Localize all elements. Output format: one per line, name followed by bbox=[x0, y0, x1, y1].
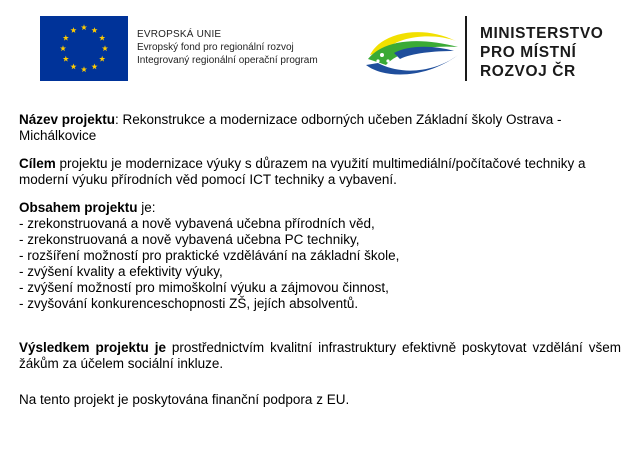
project-info bbox=[19, 112, 621, 420]
project-name-value: : Rekonstrukce a modernizace odborných učeben Základní školy Ostrava - Michálkovice bbox=[19, 112, 562, 143]
goal-label: Cílem bbox=[19, 156, 56, 171]
list-item: - zrekonstruovaná a nově vybavená učebna přírodních věd, bbox=[19, 216, 375, 231]
content-paragraph bbox=[19, 200, 621, 312]
mmr-logo-line3: ROZVOJ ČR bbox=[480, 63, 576, 80]
project-name-paragraph bbox=[19, 112, 621, 144]
list-item: - rozšíření možností pro praktické vzdělávání na základní škole, bbox=[19, 248, 400, 263]
list-item: - zvyšování konkurenceschopnosti ZŠ, jejích absolventů. bbox=[19, 296, 359, 311]
list-item: - zrekonstruovaná a nově vybavená učebna PC techniky, bbox=[19, 232, 360, 247]
eu-star-icon bbox=[102, 45, 108, 51]
eu-star-icon bbox=[81, 66, 87, 72]
eu-star-icon bbox=[63, 35, 69, 41]
project-name-label: Název projektu bbox=[19, 112, 116, 127]
eu-star-icon bbox=[60, 45, 66, 51]
mmr-logo-line2: PRO MÍSTNÍ bbox=[480, 44, 577, 61]
eu-star-icon bbox=[99, 35, 105, 41]
eu-star-icon bbox=[81, 24, 87, 30]
eu-star-icon bbox=[91, 63, 97, 69]
eu-flag-icon bbox=[40, 16, 128, 81]
mmr-emblem-icon bbox=[364, 25, 460, 79]
eu-logo-line2: Evropský fond pro regionální rozvoj bbox=[137, 42, 294, 53]
support-paragraph: Na tento projekt je poskytována finanční podpora z EU. bbox=[19, 392, 350, 407]
result-text: prostřednictvím kvalitní infrastruktury efektivně poskytovat vzdělání všem žákům za účelem sociální inkluze. bbox=[19, 340, 621, 371]
list-item: - zvýšení možností pro mimoškolní výuku a zájmovou činnost, bbox=[19, 280, 389, 295]
content-list bbox=[19, 216, 621, 312]
mmr-logo-text bbox=[480, 24, 603, 81]
content-suffix: je: bbox=[137, 200, 156, 215]
eu-star-icon bbox=[91, 27, 97, 33]
eu-star-icon bbox=[63, 56, 69, 62]
eu-logo-line1: EVROPSKÁ UNIE bbox=[137, 29, 222, 40]
mmr-logo-line1: MINISTERSTVO bbox=[480, 25, 604, 42]
result-label: Výsledkem projektu je bbox=[19, 340, 166, 355]
eu-star-icon bbox=[99, 56, 105, 62]
eu-star-icon bbox=[70, 27, 76, 33]
content-label: Obsahem projektu bbox=[19, 200, 138, 215]
goal-text: projektu je modernizace výuky s důrazem na využití multimediální/počítačové techniky a moderní výuku přírodních věd pomocí ICT techniky a vybavení. bbox=[19, 156, 586, 187]
eu-logo-line3: Integrovaný regionální operační program bbox=[137, 55, 318, 66]
list-item: - zvýšení kvality a efektivity výuky, bbox=[19, 264, 223, 279]
eu-logo-text bbox=[137, 28, 318, 67]
result-paragraph bbox=[19, 340, 621, 372]
eu-star-icon bbox=[70, 63, 76, 69]
logo-divider bbox=[465, 16, 467, 81]
goal-paragraph bbox=[19, 156, 621, 188]
